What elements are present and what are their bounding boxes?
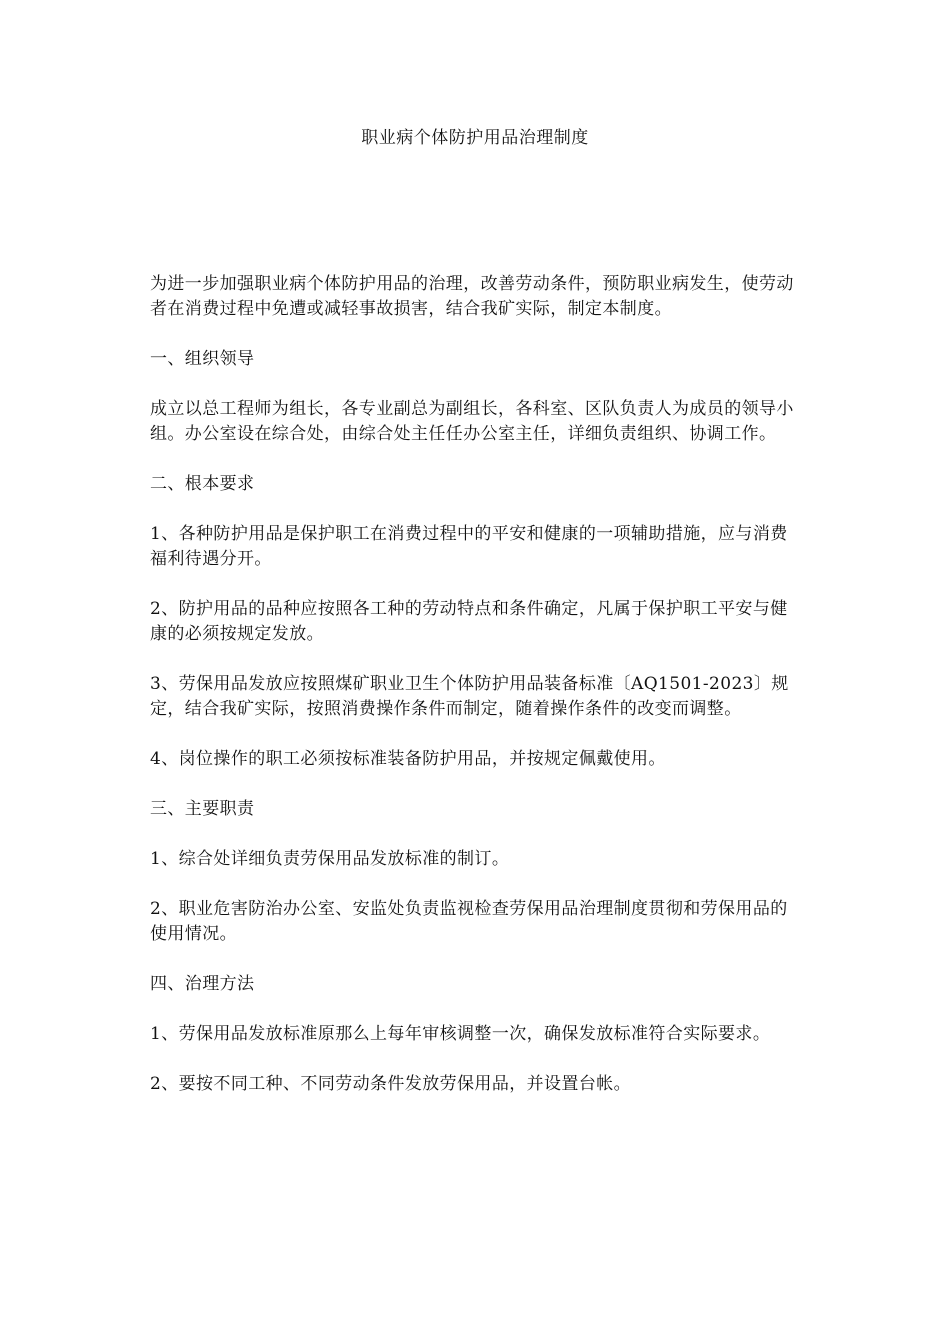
management-item-2: 2、要按不同工种、不同劳动条件发放劳保用品，并设置台帐。 [150, 1074, 632, 1094]
intro-paragraph: 为进一步加强职业病个体防护用品的治理，改善劳动条件，预防职业病发生，使劳动者在消费过程中免遭或减轻事故损害，结合我矿实际，制定本制度。 [150, 274, 794, 319]
responsibility-item-2: 2、职业危害防治办公室、安监处负责监视检查劳保用品治理制度贯彻和劳保用品的使用情况。 [150, 899, 788, 944]
responsibility-item-1: 1、综合处详细负责劳保用品发放标准的制订。 [150, 849, 510, 869]
document-title: 职业病个体防护用品治理制度 [361, 128, 589, 148]
section-heading-organization: 一、组织领导 [150, 349, 255, 369]
section-heading-management: 四、治理方法 [150, 974, 255, 994]
organization-paragraph: 成立以总工程师为组长，各专业副总为副组长，各科室、区队负责人为成员的领导小组。办公室设在综合处，由综合处主任任办公室主任，详细负责组织、协调工作。 [150, 399, 794, 444]
management-item-1: 1、劳保用品发放标准原那么上每年审核调整一次，确保发放标准符合实际要求。 [150, 1024, 771, 1044]
requirement-item-1: 1、各种防护用品是保护职工在消费过程中的平安和健康的一项辅助措施，应与消费福利待遇分开。 [150, 524, 788, 569]
section-heading-responsibilities: 三、主要职责 [150, 799, 255, 819]
requirement-item-2: 2、防护用品的品种应按照各工种的劳动特点和条件确定，凡属于保护职工平安与健康的必须按规定发放。 [150, 599, 788, 644]
requirement-item-4: 4、岗位操作的职工必须按标准装备防护用品，并按规定佩戴使用。 [150, 749, 666, 769]
document-body [150, 272, 804, 1122]
requirement-item-3: 3、劳保用品发放应按照煤矿职业卫生个体防护用品装备标准〔AQ1501-2023〕规定，结合我矿实际，按照消费操作条件而制定，随着操作条件的改变而调整。 [150, 674, 789, 719]
section-heading-requirements: 二、根本要求 [150, 474, 255, 494]
